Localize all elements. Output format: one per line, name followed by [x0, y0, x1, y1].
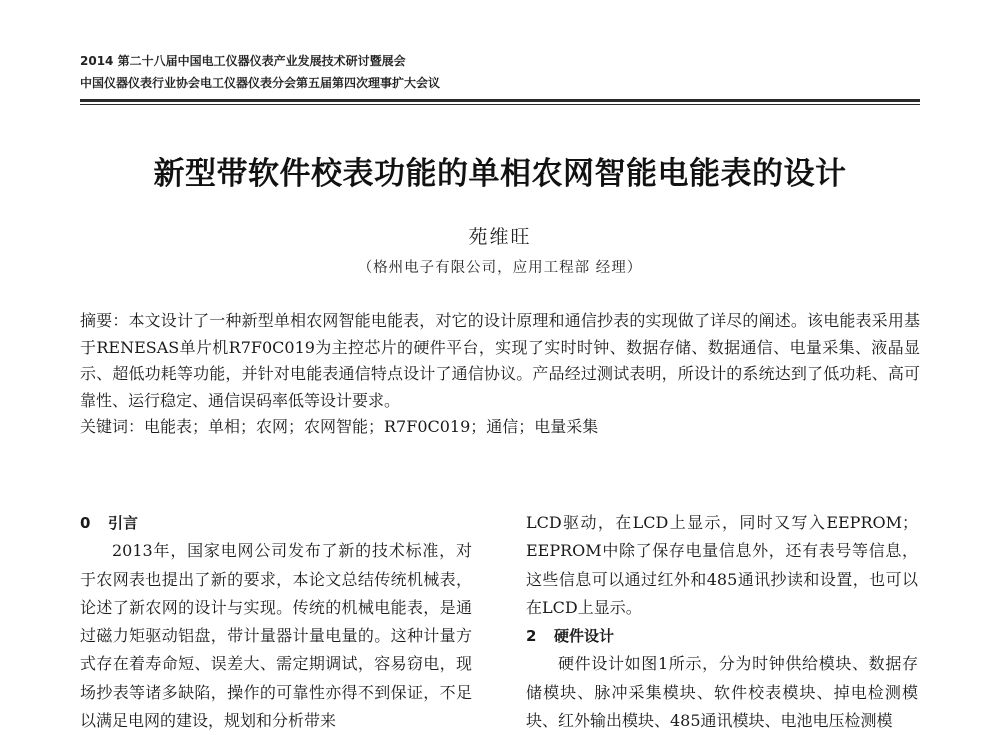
conference-header [80, 50, 920, 94]
section-number: 0 [80, 514, 91, 532]
lcd-eeprom-paragraph: LCD驱动，在LCD上显示，同时又写入EEPROM；EEPROM中除了保存电量信息外，还有表号等信息，这些信息可以通过红外和485通讯抄读和设置，也可以在LCD上显示。 [526, 513, 918, 617]
abstract-block [80, 308, 920, 441]
article-title: 新型带软件校表功能的单相农网智能电能表的设计 [153, 156, 847, 192]
conference-line-1: 2014 第二十八届中国电工仪器仪表产业发展技术研讨暨展会 [80, 54, 406, 68]
section-title: 引言 [108, 514, 139, 532]
left-column [80, 509, 472, 735]
intro-paragraph: 2013年，国家电网公司发布了新的技术标准，对于农网表也提出了新的要求，本论文总结传统机械表，论述了新农网的设计与实现。传统的机械电能表，是通过磁力矩驱动铝盘，带计量器计量电量的。这种计量方式存在着寿命短、误差大、需定期调试，容易窃电，现场抄表等诸多缺陷，操作的可靠性亦得不到保证，不足以满足电网的建设，规划和分析带来 [80, 541, 472, 731]
hardware-paragraph: 硬件设计如图1所示，分为时钟供给模块、数据存储模块、脉冲采集模块、软件校表模块、掉电检测模块、红外输出模块、485通讯模块、电池电压检测模 [526, 654, 918, 731]
conference-line-2: 中国仪器仪表行业协会电工仪器仪表分会第五届第四次理事扩大会议 [80, 76, 441, 90]
section-title: 硬件设计 [554, 627, 615, 646]
section-heading-hardware [526, 622, 918, 650]
keywords: 关键词：电能表；单相；农网；农网智能；R7F0C019；通信；电量采集 [80, 417, 599, 436]
section-heading-intro [80, 509, 472, 537]
header-rule-thin [80, 104, 920, 105]
section-number: 2 [526, 627, 537, 646]
author-name: 苑维旺 [468, 226, 532, 248]
right-column [526, 509, 918, 735]
abstract-text: 摘要：本文设计了一种新型单相农网智能电能表，对它的设计原理和通信抄表的实现做了详尽的阐述。该电能表采用基于RENESAS单片机R7F0C019为主控芯片的硬件平台，实现了实时时钟、数据存储、数据通信、电量采集、液晶显示、超低功耗等功能，并针对电能表通信特点设计了通信协议。产品经过测试表明，所设计的系统达到了低功耗、高可靠性、运行稳定、通信误码率低等设计要求。 [80, 311, 920, 410]
author-affiliation: （格州电子有限公司，应用工程部 经理） [357, 260, 643, 276]
header-rule-thick [80, 99, 920, 102]
